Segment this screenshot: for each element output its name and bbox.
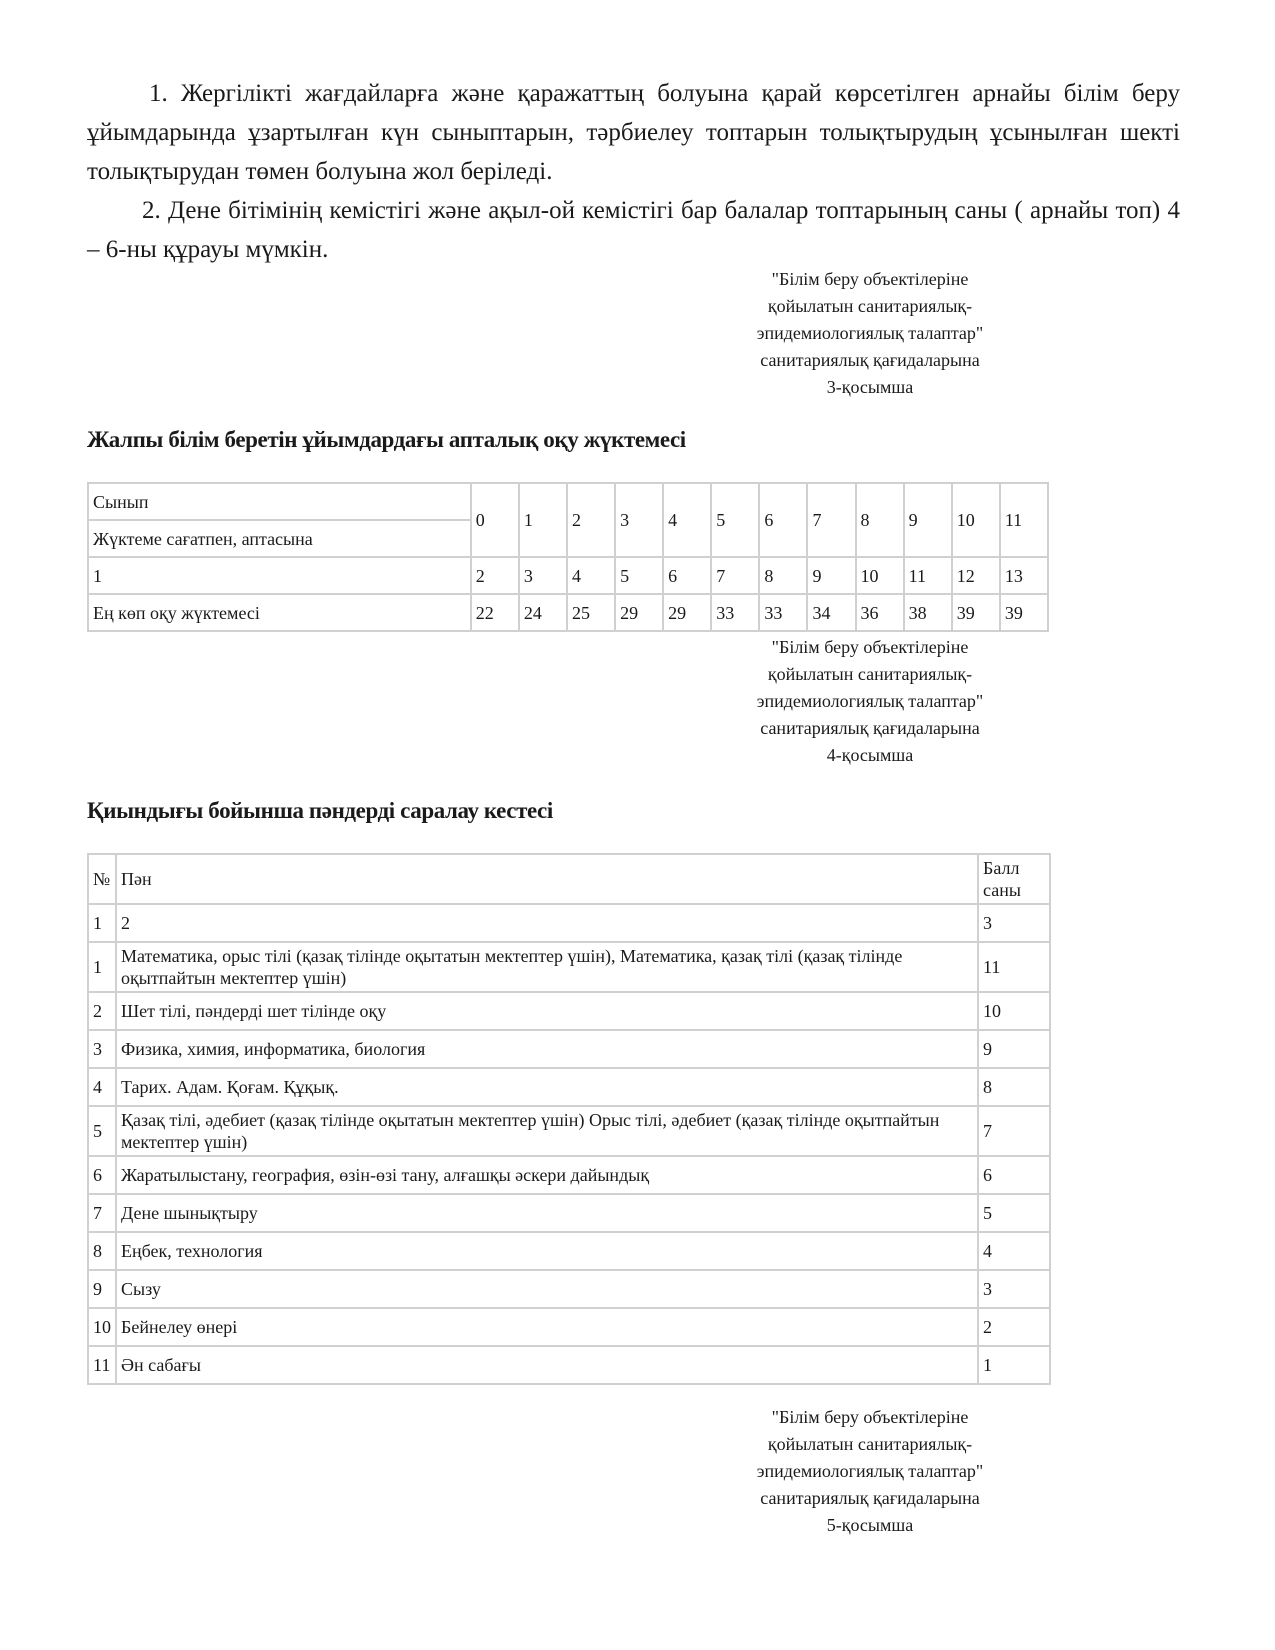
appendix-line: эпидемиологиялық талаптар" bbox=[756, 1461, 984, 1481]
row-label-class: Сынып bbox=[88, 483, 471, 520]
max-load-cell: 33 bbox=[759, 594, 807, 631]
row-number: 1 bbox=[88, 904, 116, 942]
grade-cell: 11 bbox=[1000, 483, 1048, 557]
grade-cell: 8 bbox=[856, 483, 904, 557]
column-header-subject: Пән bbox=[116, 854, 978, 904]
grade-cell: 6 bbox=[759, 483, 807, 557]
appendix-line: санитариялық қағидаларына bbox=[760, 350, 980, 370]
paragraph-1: 1. Жергілікті жағдайларға және қаражаттың болуына қарай көрсетілген арнайы білім беру ұйымдарында ұзартылған күн сыныптарын, тәрбиелеу топтарын толықтырудың ұсынылған шекті толықтырудан төмен болуына жол беріледі. bbox=[87, 80, 1180, 185]
table-row bbox=[88, 1308, 1050, 1346]
points-value: 5 bbox=[978, 1194, 1050, 1232]
grade-cell: 3 bbox=[615, 483, 663, 557]
row-number: 6 bbox=[88, 1156, 116, 1194]
row-number: 1 bbox=[88, 942, 116, 992]
max-load-cell: 25 bbox=[567, 594, 615, 631]
appendix-line: қойылатын санитариялық- bbox=[767, 296, 973, 316]
points-value: 11 bbox=[978, 942, 1050, 992]
row-number: 3 bbox=[88, 1030, 116, 1068]
points-value: 6 bbox=[978, 1156, 1050, 1194]
max-load-cell: 36 bbox=[856, 594, 904, 631]
max-load-cell: 29 bbox=[663, 594, 711, 631]
paragraph-2: 2. Дене бітімінің кемістігі және ақыл-ой кемістігі бар балалар топтарының саны ( арнайы топ) 4 – 6-ны құрауы мүмкін. bbox=[87, 197, 1180, 263]
appendix-line: қойылатын санитариялық- bbox=[767, 664, 973, 684]
grade-cell: 10 bbox=[952, 483, 1000, 557]
grade-cell: 0 bbox=[471, 483, 519, 557]
appendix-line: қойылатын санитариялық- bbox=[767, 1434, 973, 1454]
table-row bbox=[88, 904, 1050, 942]
table-row bbox=[88, 1106, 1050, 1156]
index-cell: 12 bbox=[952, 557, 1000, 594]
subject-name: Дене шынықтыру bbox=[116, 1194, 978, 1232]
row-number: 9 bbox=[88, 1270, 116, 1308]
appendix-line: санитариялық қағидаларына bbox=[760, 718, 980, 738]
weekly-load-table bbox=[87, 482, 1049, 632]
index-cell: 10 bbox=[856, 557, 904, 594]
index-cell: 3 bbox=[519, 557, 567, 594]
table-header-row bbox=[88, 854, 1050, 904]
row-number: 8 bbox=[88, 1232, 116, 1270]
grade-cell: 4 bbox=[663, 483, 711, 557]
points-value: 10 bbox=[978, 992, 1050, 1030]
subject-difficulty-table bbox=[87, 853, 1051, 1385]
row-number: 7 bbox=[88, 1194, 116, 1232]
grade-cell: 2 bbox=[567, 483, 615, 557]
index-cell: 9 bbox=[807, 557, 855, 594]
appendix-line: "Білім беру объектілеріне bbox=[771, 269, 969, 289]
max-load-cell: 38 bbox=[904, 594, 952, 631]
index-cell: 4 bbox=[567, 557, 615, 594]
table-row bbox=[88, 594, 1048, 631]
appendix-3-note bbox=[700, 266, 1040, 401]
table-row bbox=[88, 1194, 1050, 1232]
max-load-cell: 39 bbox=[1000, 594, 1048, 631]
points-value: 7 bbox=[978, 1106, 1050, 1156]
table-row bbox=[88, 1232, 1050, 1270]
table-row bbox=[88, 1270, 1050, 1308]
subject-table-heading: Қиындығы бойынша пәндерді саралау кестесі bbox=[87, 798, 553, 823]
row-number: 11 bbox=[88, 1346, 116, 1384]
table-row bbox=[88, 483, 1048, 520]
max-load-cell: 34 bbox=[807, 594, 855, 631]
index-cell: 7 bbox=[711, 557, 759, 594]
table-row bbox=[88, 1030, 1050, 1068]
subject-name: Қазақ тілі, әдебиет (қазақ тілінде оқытатын мектептер үшін) Орыс тілі, әдебиет (қазақ тілінде оқытпайтын мектептер үшін) bbox=[116, 1106, 978, 1156]
table-row bbox=[88, 1068, 1050, 1106]
row-label-max-load: Ең көп оқу жүктемесі bbox=[88, 594, 471, 631]
max-load-cell: 29 bbox=[615, 594, 663, 631]
table-row bbox=[88, 1346, 1050, 1384]
subject-name: Бейнелеу өнері bbox=[116, 1308, 978, 1346]
index-cell: 2 bbox=[471, 557, 519, 594]
row-number: 4 bbox=[88, 1068, 116, 1106]
grade-cell: 1 bbox=[519, 483, 567, 557]
points-value: 4 bbox=[978, 1232, 1050, 1270]
subject-name: Физика, химия, информатика, биология bbox=[116, 1030, 978, 1068]
appendix-5-note bbox=[700, 1404, 1040, 1539]
points-value: 3 bbox=[978, 904, 1050, 942]
column-header-points: Балл саны bbox=[978, 854, 1050, 904]
points-value: 2 bbox=[978, 1308, 1050, 1346]
row-number: 10 bbox=[88, 1308, 116, 1346]
table-row bbox=[88, 1156, 1050, 1194]
row-number: 2 bbox=[88, 992, 116, 1030]
grade-cell: 9 bbox=[904, 483, 952, 557]
points-value: 1 bbox=[978, 1346, 1050, 1384]
appendix-line: 4-қосымша bbox=[826, 745, 914, 765]
subject-name: Тарих. Адам. Қоғам. Құқық. bbox=[116, 1068, 978, 1106]
subject-name: Ән сабағы bbox=[116, 1346, 978, 1384]
load-table-heading: Жалпы білім беретін ұйымдардағы апталық оқу жүктемесі bbox=[87, 427, 686, 452]
points-value: 8 bbox=[978, 1068, 1050, 1106]
subject-name: Шет тілі, пәндерді шет тілінде оқу bbox=[116, 992, 978, 1030]
max-load-cell: 33 bbox=[711, 594, 759, 631]
appendix-line: санитариялық қағидаларына bbox=[760, 1488, 980, 1508]
subject-name: 2 bbox=[116, 904, 978, 942]
max-load-cell: 24 bbox=[519, 594, 567, 631]
appendix-line: эпидемиологиялық талаптар" bbox=[756, 691, 984, 711]
appendix-4-note bbox=[700, 634, 1040, 769]
subject-name: Жаратылыстану, география, өзін-өзі тану, алғашқы әскери дайындық bbox=[116, 1156, 978, 1194]
subject-name: Математика, орыс тілі (қазақ тілінде оқытатын мектептер үшін), Математика, қазақ тілі (қазақ тілінде оқытпайтын мектептер үшін) bbox=[116, 942, 978, 992]
grade-cell: 7 bbox=[807, 483, 855, 557]
index-cell: 8 bbox=[759, 557, 807, 594]
grade-cell: 5 bbox=[711, 483, 759, 557]
row-number: 5 bbox=[88, 1106, 116, 1156]
subject-name: Еңбек, технология bbox=[116, 1232, 978, 1270]
index-cell: 11 bbox=[904, 557, 952, 594]
points-value: 3 bbox=[978, 1270, 1050, 1308]
index-cell: 6 bbox=[663, 557, 711, 594]
index-cell: 13 bbox=[1000, 557, 1048, 594]
appendix-line: 5-қосымша bbox=[826, 1515, 914, 1535]
table-row bbox=[88, 992, 1050, 1030]
index-cell: 5 bbox=[615, 557, 663, 594]
appendix-line: "Білім беру объектілеріне bbox=[771, 637, 969, 657]
row-label-index: 1 bbox=[88, 557, 471, 594]
subject-name: Сызу bbox=[116, 1270, 978, 1308]
row-label-load: Жүктеме сағатпен, аптасына bbox=[88, 520, 471, 557]
max-load-cell: 39 bbox=[952, 594, 1000, 631]
points-value: 9 bbox=[978, 1030, 1050, 1068]
max-load-cell: 22 bbox=[471, 594, 519, 631]
table-row bbox=[88, 942, 1050, 992]
appendix-line: "Білім беру объектілеріне bbox=[771, 1407, 969, 1427]
appendix-line: эпидемиологиялық талаптар" bbox=[756, 323, 984, 343]
column-header-number: № bbox=[88, 854, 116, 904]
appendix-line: 3-қосымша bbox=[826, 377, 914, 397]
table-row bbox=[88, 557, 1048, 594]
